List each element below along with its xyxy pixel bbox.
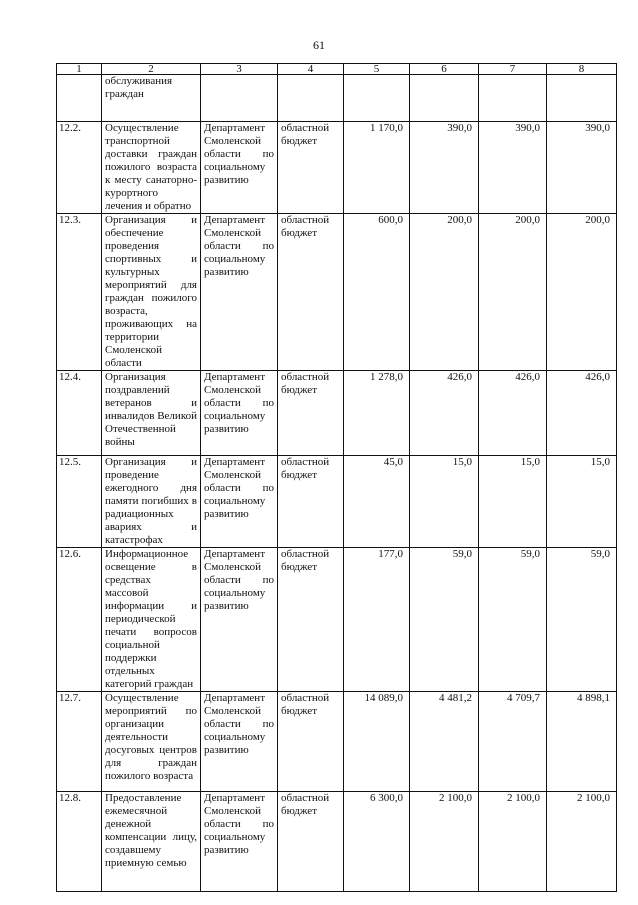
year2-amount: 59,0 bbox=[479, 548, 547, 692]
year2-amount: 200,0 bbox=[479, 214, 547, 371]
year3-amount: 4 898,1 bbox=[547, 692, 617, 792]
year1-amount: 15,0 bbox=[410, 456, 479, 548]
total-amount bbox=[344, 75, 410, 122]
funding-source bbox=[278, 75, 344, 122]
year2-amount: 15,0 bbox=[479, 456, 547, 548]
total-amount: 6 300,0 bbox=[344, 792, 410, 892]
header-cell: 2 bbox=[102, 64, 201, 75]
total-amount: 45,0 bbox=[344, 456, 410, 548]
table-row bbox=[57, 214, 617, 371]
year1-amount: 426,0 bbox=[410, 371, 479, 456]
measure-name: Предоставление ежемесячной денежной компенсации лицу, создавшему приемную семью bbox=[102, 792, 201, 892]
page-number: 61 bbox=[313, 38, 325, 52]
year3-amount: 15,0 bbox=[547, 456, 617, 548]
header-cell: 5 bbox=[344, 64, 410, 75]
year3-amount bbox=[547, 75, 617, 122]
year1-amount: 59,0 bbox=[410, 548, 479, 692]
funding-source: областной бюджет bbox=[278, 456, 344, 548]
funding-source: областной бюджет bbox=[278, 122, 344, 214]
header-row bbox=[57, 64, 617, 75]
total-amount: 1 278,0 bbox=[344, 371, 410, 456]
header-cell: 6 bbox=[410, 64, 479, 75]
funding-source: областной бюджет bbox=[278, 792, 344, 892]
total-amount: 177,0 bbox=[344, 548, 410, 692]
measure-name: Осуществление мероприятий по организации деятельности досуговых центров для граждан пожилого возраста bbox=[102, 692, 201, 792]
department: Департамент Смоленской области по социальному развитию bbox=[201, 792, 278, 892]
header-cell: 7 bbox=[479, 64, 547, 75]
year3-amount: 200,0 bbox=[547, 214, 617, 371]
funding-source: областной бюджет bbox=[278, 548, 344, 692]
department: Департамент Смоленской области по социальному развитию bbox=[201, 548, 278, 692]
row-number: 12.7. bbox=[57, 692, 102, 792]
funding-source: областной бюджет bbox=[278, 692, 344, 792]
measure-name: Информационное освещение в средствах массовой информации и периодической печати вопросов социальной поддержки отдельных категорий граждан bbox=[102, 548, 201, 692]
header-cell: 4 bbox=[278, 64, 344, 75]
year1-amount: 4 481,2 bbox=[410, 692, 479, 792]
year1-amount bbox=[410, 75, 479, 122]
table-row bbox=[57, 548, 617, 692]
row-number: 12.8. bbox=[57, 792, 102, 892]
table-row bbox=[57, 371, 617, 456]
total-amount: 1 170,0 bbox=[344, 122, 410, 214]
year3-amount: 2 100,0 bbox=[547, 792, 617, 892]
year3-amount: 426,0 bbox=[547, 371, 617, 456]
measure-name: Осуществление транспортной доставки граждан пожилого возраста к месту санаторно-курортного лечения и обратно bbox=[102, 122, 201, 214]
measure-name: Организация и проведение ежегодного дня памяти погибших в радиационных авариях и катастрофах bbox=[102, 456, 201, 548]
header-cell: 3 bbox=[201, 64, 278, 75]
year2-amount: 390,0 bbox=[479, 122, 547, 214]
header-cell: 1 bbox=[57, 64, 102, 75]
year1-amount: 390,0 bbox=[410, 122, 479, 214]
table-row bbox=[57, 75, 617, 122]
measure-name: Организация поздравлений ветеранов и инвалидов Великой Отечественной войны bbox=[102, 371, 201, 456]
department: Департамент Смоленской области по социальному развитию bbox=[201, 456, 278, 548]
budget-table bbox=[56, 63, 617, 892]
row-number: 12.3. bbox=[57, 214, 102, 371]
department: Департамент Смоленской области по социальному развитию bbox=[201, 692, 278, 792]
table-row bbox=[57, 692, 617, 792]
department: Департамент Смоленской области по социальному развитию bbox=[201, 214, 278, 371]
row-number bbox=[57, 75, 102, 122]
year3-amount: 390,0 bbox=[547, 122, 617, 214]
row-number: 12.6. bbox=[57, 548, 102, 692]
measure-name: Организация и обеспечение проведения спортивных и культурных мероприятий для граждан пожилого возраста, проживающих на территории Смоленской области bbox=[102, 214, 201, 371]
year1-amount: 200,0 bbox=[410, 214, 479, 371]
total-amount: 600,0 bbox=[344, 214, 410, 371]
year3-amount: 59,0 bbox=[547, 548, 617, 692]
year2-amount: 2 100,0 bbox=[479, 792, 547, 892]
year2-amount bbox=[479, 75, 547, 122]
total-amount: 14 089,0 bbox=[344, 692, 410, 792]
measure-name: обслуживания граждан bbox=[102, 75, 201, 122]
funding-source: областной бюджет bbox=[278, 371, 344, 456]
row-number: 12.2. bbox=[57, 122, 102, 214]
header-cell: 8 bbox=[547, 64, 617, 75]
department: Департамент Смоленской области по социальному развитию bbox=[201, 122, 278, 214]
table-row bbox=[57, 456, 617, 548]
table-row bbox=[57, 122, 617, 214]
funding-source: областной бюджет bbox=[278, 214, 344, 371]
table-row bbox=[57, 792, 617, 892]
row-number: 12.5. bbox=[57, 456, 102, 548]
year2-amount: 426,0 bbox=[479, 371, 547, 456]
year1-amount: 2 100,0 bbox=[410, 792, 479, 892]
year2-amount: 4 709,7 bbox=[479, 692, 547, 792]
department: Департамент Смоленской области по социальному развитию bbox=[201, 371, 278, 456]
department bbox=[201, 75, 278, 122]
row-number: 12.4. bbox=[57, 371, 102, 456]
